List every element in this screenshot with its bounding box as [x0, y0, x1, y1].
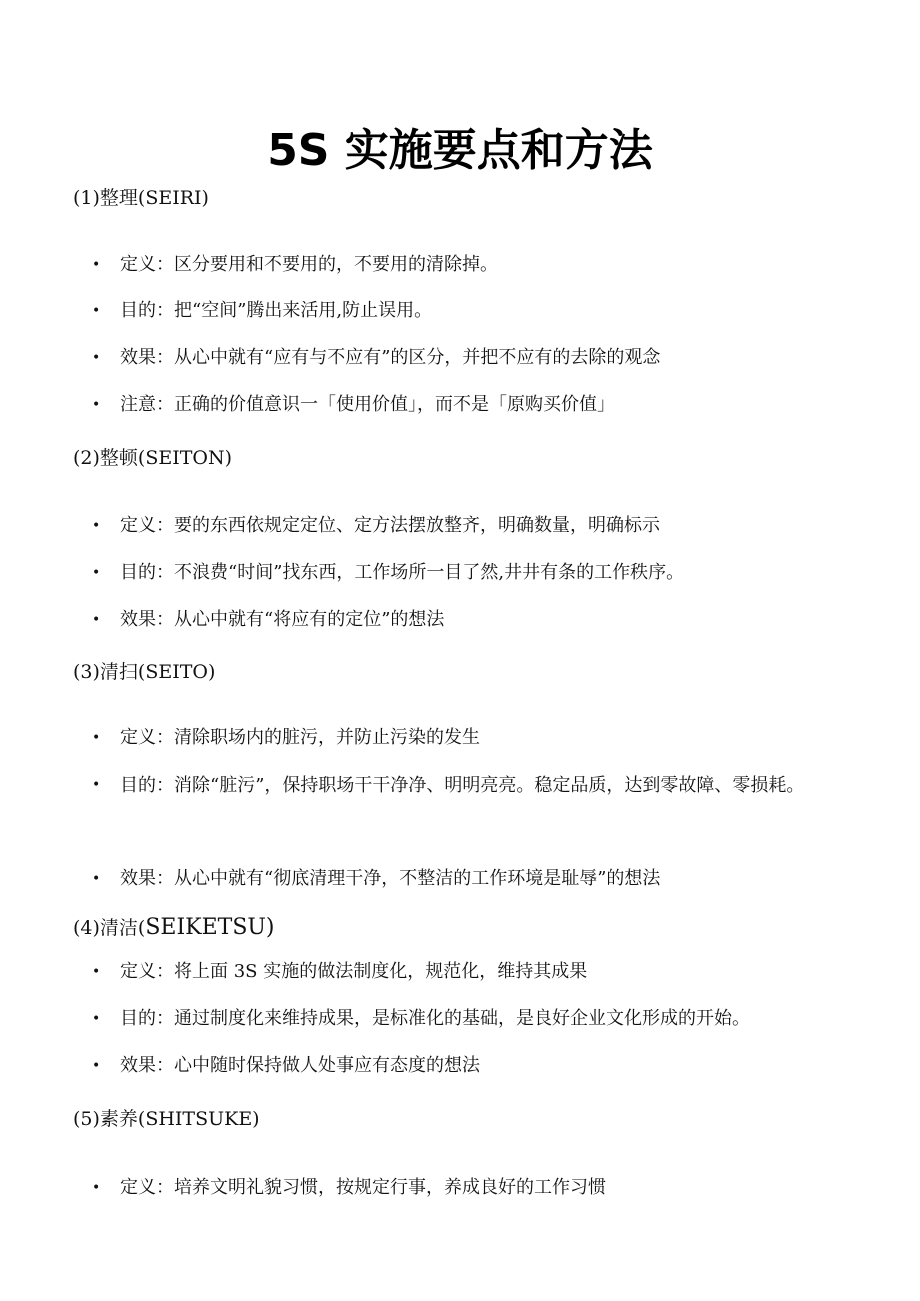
bullet-icon: •	[92, 964, 101, 980]
bullet-icon: •	[92, 257, 101, 273]
bullet-icon: •	[92, 1058, 101, 1074]
list-item-text: 目的：把“空间”腾出来活用,防止误用。	[120, 300, 433, 321]
list-item-text: 定义：培养文明礼貌习惯，按规定行事，养成良好的工作习惯	[120, 1177, 606, 1198]
list-item-text: 定义：清除职场内的脏污，并防止污染的发生	[120, 727, 480, 748]
list-item-text: 效果：心中随时保持做人处事应有态度的想法	[120, 1055, 480, 1076]
section-heading-seiketsu	[73, 916, 275, 940]
section-heading-prefix: (4)清洁(	[73, 917, 146, 939]
section-heading-seiri: (1)整理(SEIRI)	[73, 187, 209, 209]
list-item-text: 效果：从心中就有“将应有的定位”的想法	[120, 609, 445, 630]
section-heading-shitsuke: (5)素养(SHITSUKE)	[73, 1108, 260, 1130]
section-heading-seiton: (2)整顿(SEITON)	[73, 447, 233, 469]
list-item-text: 效果：从心中就有“彻底清理干净，不整洁的工作环境是耻辱”的想法	[120, 868, 661, 889]
bullet-icon: •	[92, 1180, 101, 1196]
bullet-icon: •	[92, 350, 101, 366]
bullet-icon: •	[92, 777, 101, 793]
bullet-icon: •	[92, 397, 101, 413]
section-heading-romanization: SEIKETSU)	[145, 915, 275, 940]
list-item-text: 效果：从心中就有“应有与不应有”的区分，并把不应有的去除的观念	[120, 347, 661, 368]
bullet-icon: •	[92, 1011, 101, 1027]
list-item-text: 目的：消除“脏污”，保持职场干干净净、明明亮亮。稳定品质，达到零故障、零损耗。	[120, 775, 805, 796]
bullet-icon: •	[92, 612, 101, 628]
bullet-icon: •	[92, 871, 101, 887]
bullet-icon: •	[92, 730, 101, 746]
section-heading-seito: (3)清扫(SEITO)	[73, 661, 216, 683]
list-item-text: 定义：区分要用和不要用的，不要用的清除掉。	[120, 254, 498, 275]
bullet-icon: •	[92, 518, 101, 534]
page-title: 5S 实施要点和方法	[267, 125, 653, 177]
list-item-text: 目的：不浪费“时间”找东西，工作场所一目了然,井井有条的工作秩序。	[120, 562, 685, 583]
list-item-text: 定义：要的东西依规定定位、定方法摆放整齐，明确数量，明确标示	[120, 515, 660, 536]
bullet-icon: •	[92, 565, 101, 581]
list-item-text: 目的：通过制度化来维持成果，是标准化的基础，是良好企业文化形成的开始。	[120, 1008, 750, 1029]
list-item-text: 注意：正确的价值意识一「使用价值」，而不是「原购买价值」	[120, 394, 615, 415]
list-item-text: 定义：将上面 3S 实施的做法制度化，规范化，维持其成果	[120, 961, 588, 982]
bullet-icon: •	[92, 303, 101, 319]
